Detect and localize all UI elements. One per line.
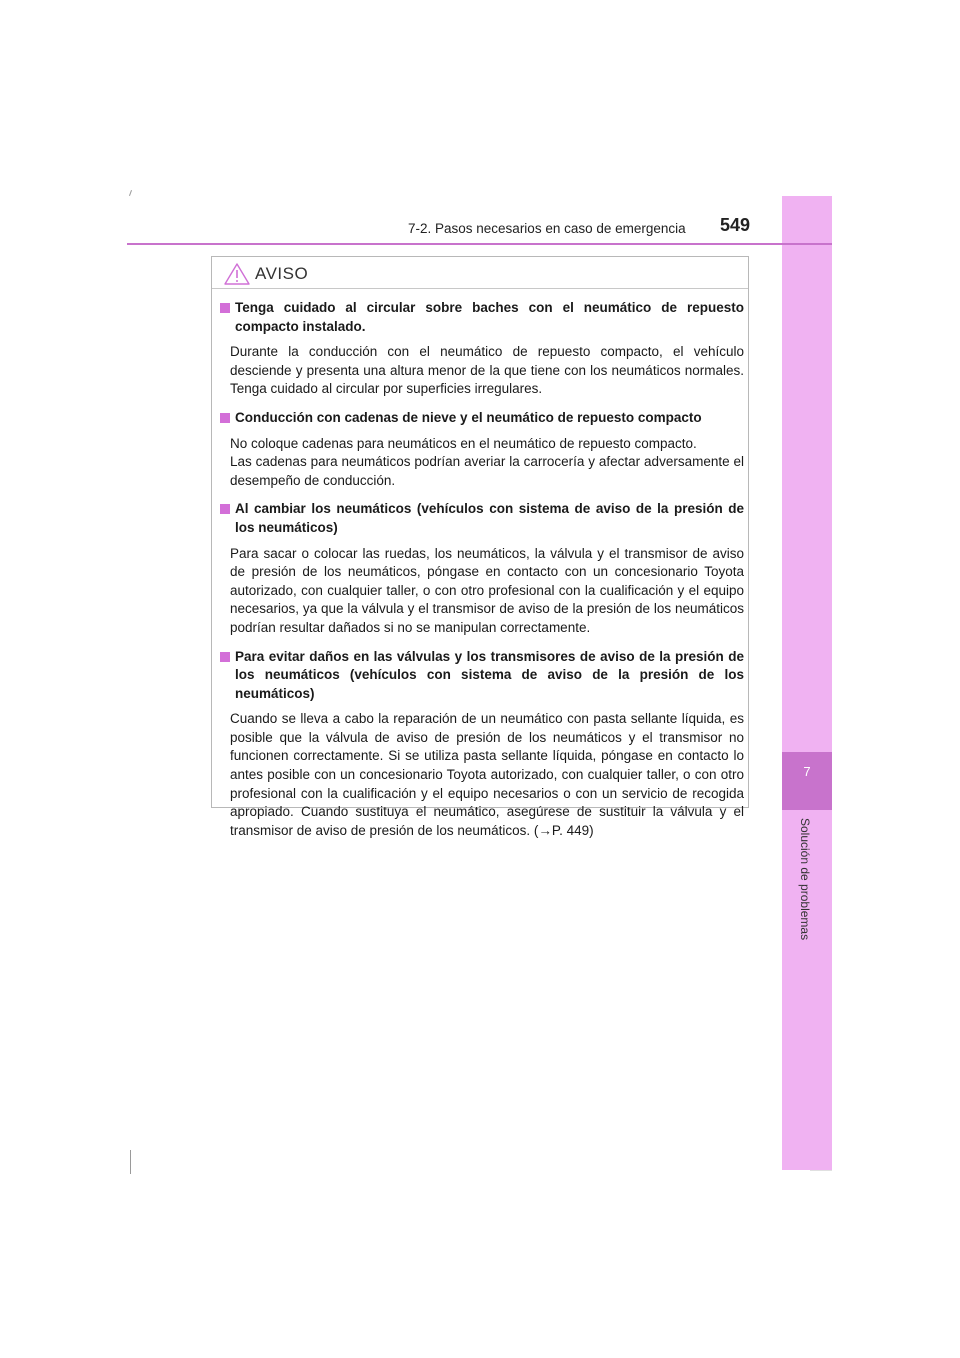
warning-item-text: Cuando se lleva a cabo la reparación de un neumático con pasta sellante líquida, es posible que la válvula de aviso de presión de los neumáticos y el transmisor no funcionen correctamente. Si se utiliza pasta sellante líquida, póngase en contacto lo antes posible con un concesionario Toyota autorizado, con cualquier taller, o con otro profesional con la cualificación y el equipo necesarios o con un servicio de recogida apropiado. Cuando sustituya el neumático, asegúrese de sustituir la válvula y el transmisor de aviso de presión de los neumáticos. (→P. 449) (230, 711, 744, 838)
square-bullet-icon (220, 303, 230, 313)
warning-item-title: Tenga cuidado al circular sobre baches con el neumático de repuesto compacto instalado. (235, 300, 744, 334)
chapter-number: 7 (803, 764, 811, 779)
warning-triangle-icon (224, 263, 250, 285)
section-title: 7-2. Pasos necesarios en caso de emergencia (408, 221, 686, 236)
warning-body (220, 299, 744, 850)
header-rule (127, 243, 832, 245)
warning-header (212, 257, 748, 289)
warning-item-text: No coloque cadenas para neumáticos en el neumático de repuesto compacto. Las cadenas para neumáticos podrían averiar la carrocería y afectar adversamente el desempeño de conducción. (230, 435, 744, 488)
trim-mark (810, 1170, 832, 1171)
warning-item-title: Para evitar daños en las válvulas y los transmisores de aviso de la presión de los neumáticos (vehículos con sistema de aviso de la presión de los neumáticos) (235, 648, 744, 701)
warning-item (220, 409, 744, 490)
trim-mark (130, 1150, 131, 1174)
warning-item (220, 500, 744, 637)
square-bullet-icon (220, 504, 230, 514)
warning-item (220, 299, 744, 399)
warning-box (211, 256, 749, 838)
chapter-title: Solución de problemas (798, 818, 812, 941)
chapter-number-block (782, 752, 832, 810)
warning-item-text: Durante la conducción con el neumático de repuesto compacto, el vehículo desciende y presenta una altura menor de la que tiene con los neumáticos normales. Tenga cuidado al circular por superficies irregulares. (230, 344, 744, 397)
square-bullet-icon (220, 652, 230, 662)
trim-mark (129, 190, 132, 196)
warning-item-text: Para sacar o colocar las ruedas, los neumáticos, la válvula y el transmisor de aviso de presión de los neumáticos, póngase en contacto con un concesionario Toyota autorizado, con cualquier taller, o con otro profesional con la cualificación y el equipo necesarios, ya que la válvula y el transmisor de aviso de la presión de los neumáticos podrían resultar dañados si no se manipulan correctamente. (230, 545, 744, 635)
warning-title: AVISO (255, 264, 309, 283)
warning-item-title: Conducción con cadenas de nieve y el neumático de repuesto compacto (235, 409, 702, 425)
square-bullet-icon (220, 413, 230, 423)
page-number: 549 (720, 215, 751, 235)
warning-item (220, 648, 744, 841)
warning-item-title: Al cambiar los neumáticos (vehículos con sistema de aviso de la presión de los neumáticos) (235, 501, 744, 535)
